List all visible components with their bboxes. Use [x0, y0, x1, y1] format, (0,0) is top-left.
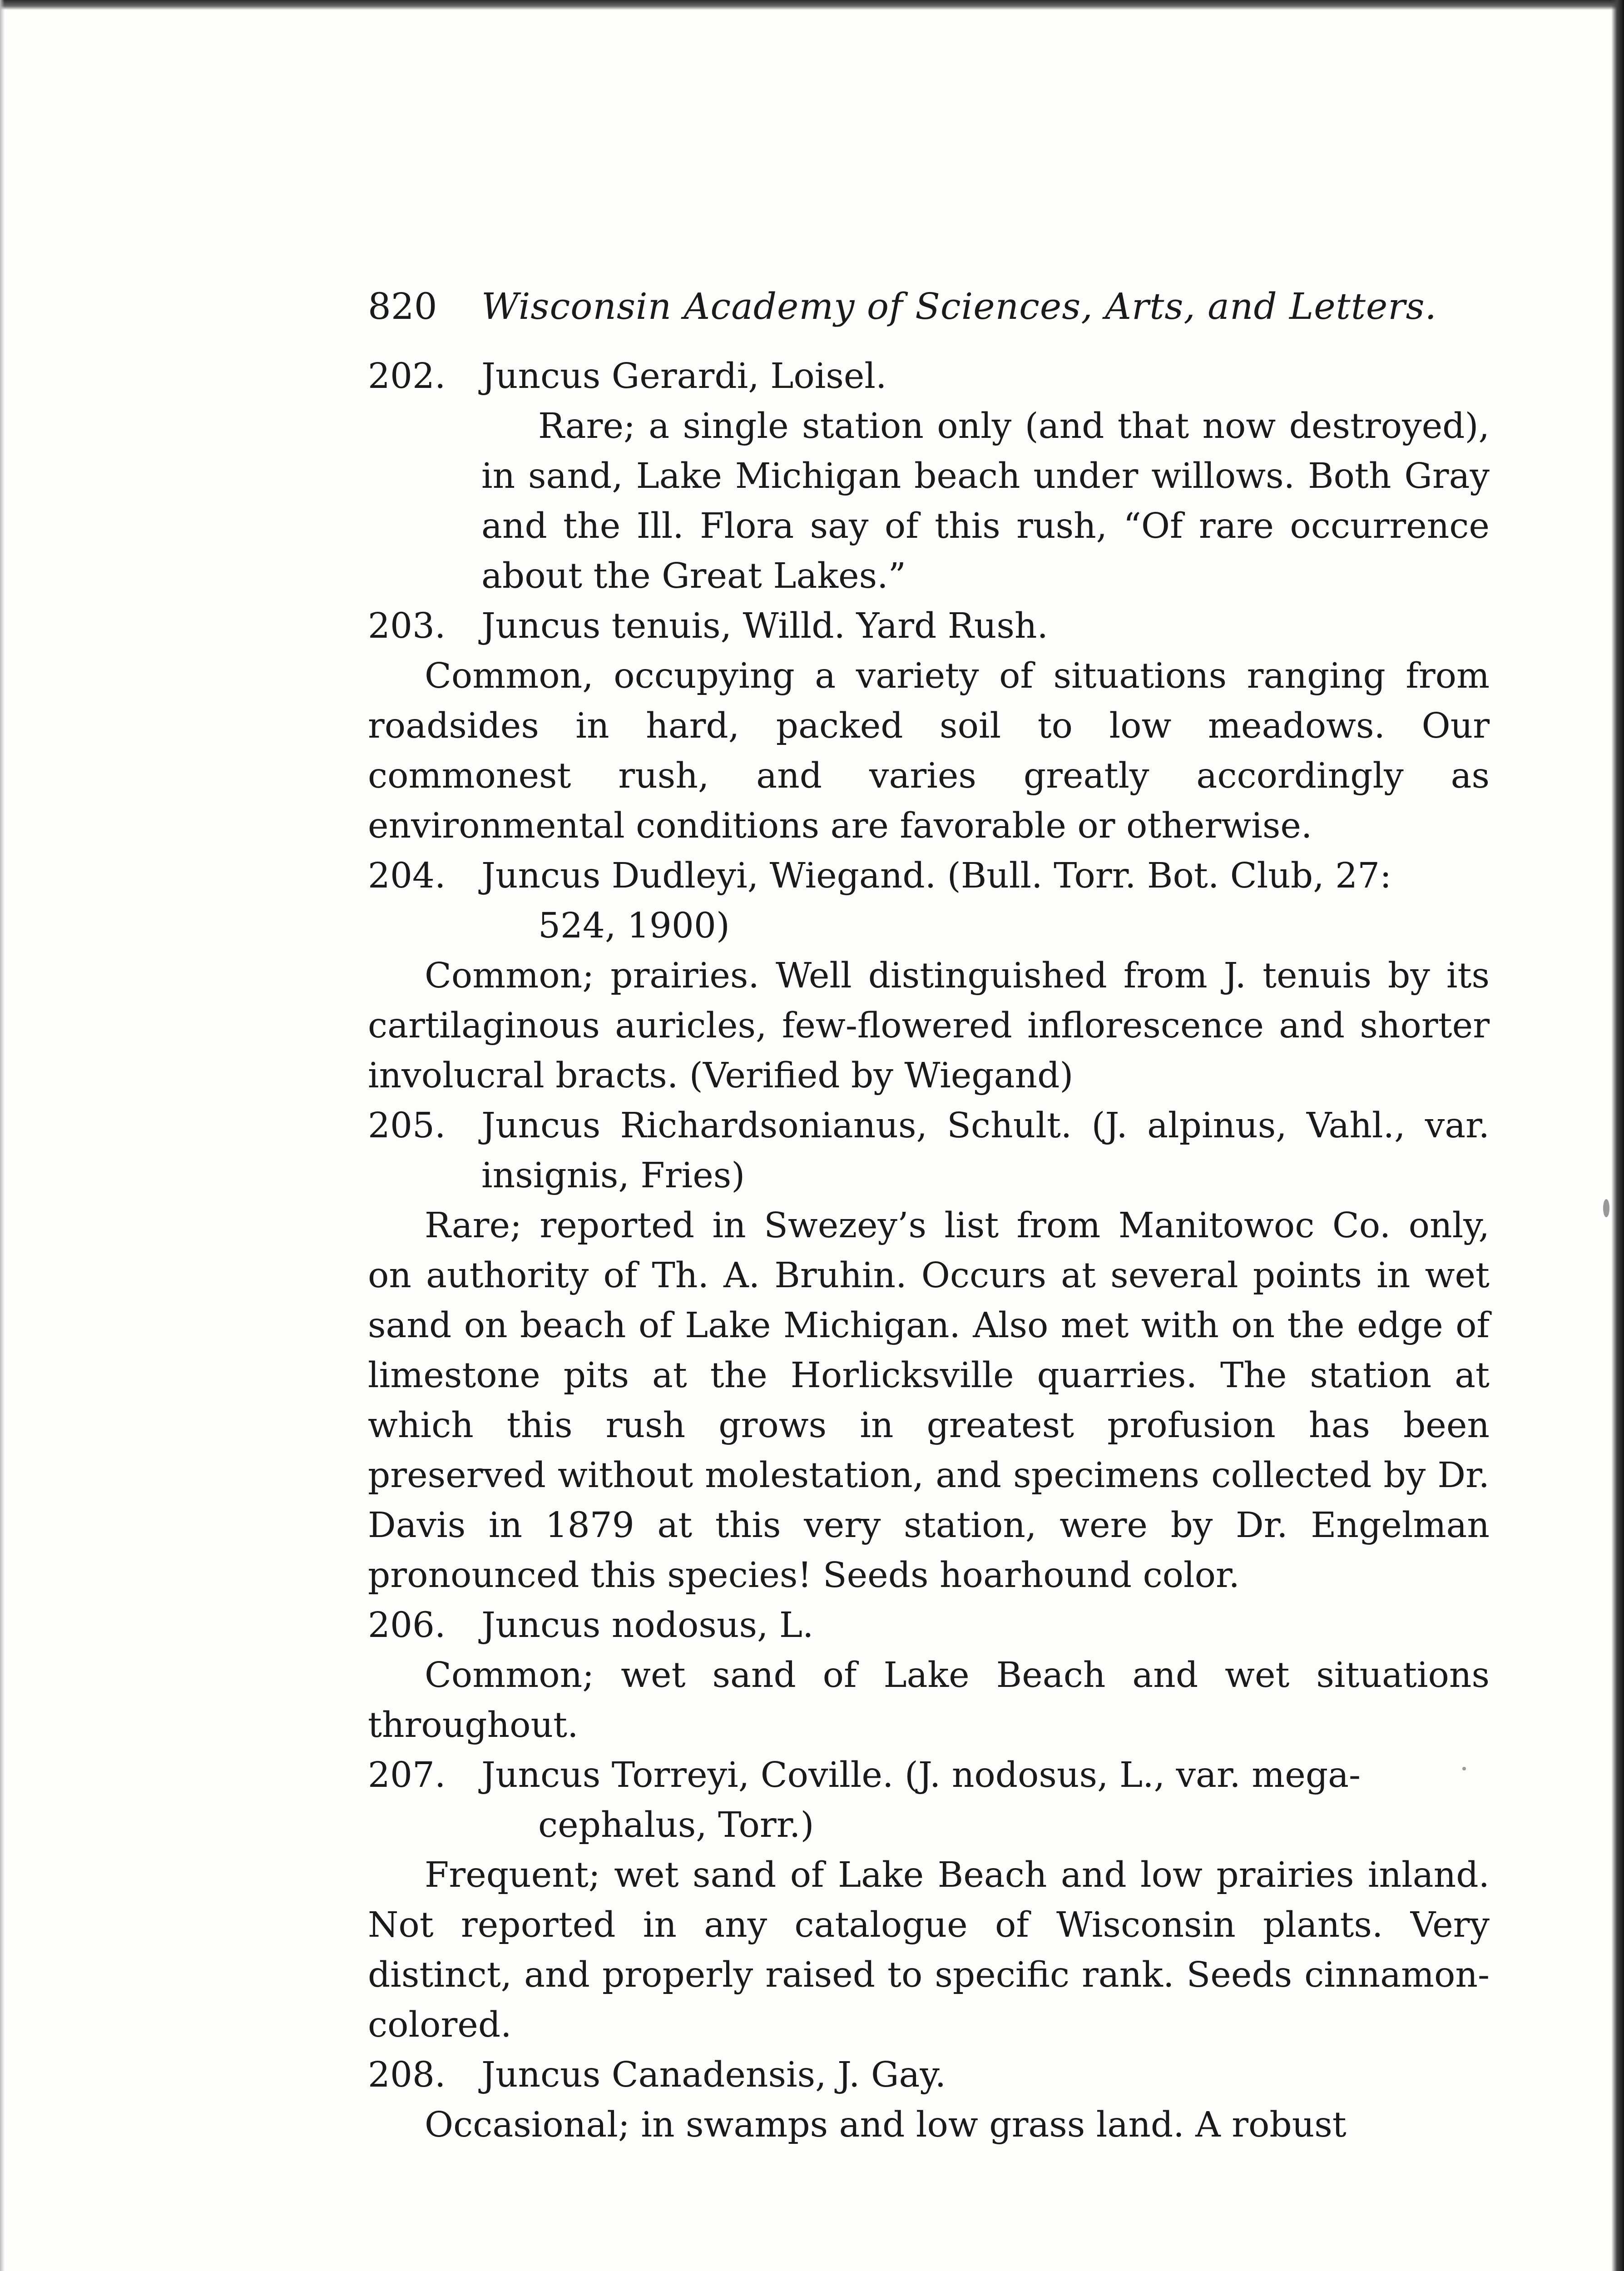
species-entry: [368, 1101, 1490, 1601]
entry-number: 204.: [368, 856, 446, 896]
species-name: Juncus tenuis, Willd. Yard Rush.: [481, 606, 1048, 646]
entry-number: 207.: [368, 1755, 446, 1795]
scan-edge-left: [0, 0, 5, 2271]
entry-number: 205.: [368, 1106, 446, 1146]
entry-number: 203.: [368, 606, 446, 646]
entry-number: 206.: [368, 1605, 446, 1646]
species-entry: [368, 1750, 1490, 2050]
page-header: [368, 282, 1490, 332]
page-content: [368, 282, 1490, 2150]
page-number: 820: [368, 285, 437, 327]
entry-number: 208.: [368, 2055, 446, 2095]
species-name: Juncus Dudleyi, Wiegand. (Bull. Torr. Bot. Club, 27:: [481, 856, 1392, 896]
scan-edge-top: [0, 0, 1624, 10]
scan-edge-right: [1611, 0, 1624, 2271]
species-entry: [368, 601, 1490, 851]
species-description: Common, occupying a variety of situations ranging from roadsides in hard, packed soil to low meadows. Our commonest rush, and varies greatly accordingly as environmental conditions are favorable or otherwise.: [368, 656, 1490, 846]
entry-number: 202.: [368, 356, 446, 397]
running-title: Wisconsin Academy of Sciences, Arts, and Letters.: [481, 285, 1437, 327]
species-name: Juncus Torreyi, Coville. (J. nodosus, L., var. mega-: [481, 1755, 1361, 1795]
species-name: Juncus nodosus, L.: [481, 1605, 814, 1646]
species-name: Juncus Canadensis, J. Gay.: [481, 2055, 946, 2095]
species-name-continuation: cephalus, Torr.): [538, 1805, 814, 1845]
species-entry: [368, 2050, 1490, 2150]
species-description: Frequent; wet sand of Lake Beach and low prairies inland. Not reported in any catalogue of Wisconsin plants. Very distinct, and properly raised to specific rank. Seeds cinnamon-colored.: [368, 1855, 1490, 2045]
species-name: Juncus Gerardi, Loisel.: [481, 356, 887, 397]
species-description: Common; wet sand of Lake Beach and wet situations throughout.: [368, 1655, 1490, 1745]
species-name-continuation: 524, 1900): [538, 906, 730, 946]
species-entry: [368, 851, 1490, 1101]
species-description: Rare; a single station only (and that now destroyed), in sand, Lake Michigan beach under willows. Both Gray and the Ill. Flora say of this rush, “Of rare occurrence about the Great Lakes.”: [481, 406, 1490, 596]
species-description: Rare; reported in Swezey’s list from Manitowoc Co. only, on authority of Th. A. Bruhin. Occurs at several points in wet sand on beach of Lake Michigan. Also met with on the edge of limestone pits at the Horlicksville quarries. The station at which this rush grows in greatest profusion has been preserved without molestation, and specimens collected by Dr. Davis in 1879 at this very station, were by Dr. Engelman pronounced this species! Seeds hoarhound color.: [368, 1205, 1490, 1596]
scan-speck: [1603, 1199, 1609, 1217]
species-entry: [368, 352, 1490, 601]
species-description: Occasional; in swamps and low grass land. A robust: [425, 2105, 1347, 2145]
species-name: Juncus Richardsonianus, Schult. (J. alpinus, Vahl., var. insignis, Fries): [481, 1106, 1490, 1196]
species-description: Common; prairies. Well distinguished from J. tenuis by its cartilaginous auricles, few-flowered inflorescence and shorter involucral bracts. (Verified by Wiegand): [368, 956, 1490, 1096]
species-entry: [368, 1601, 1490, 1750]
